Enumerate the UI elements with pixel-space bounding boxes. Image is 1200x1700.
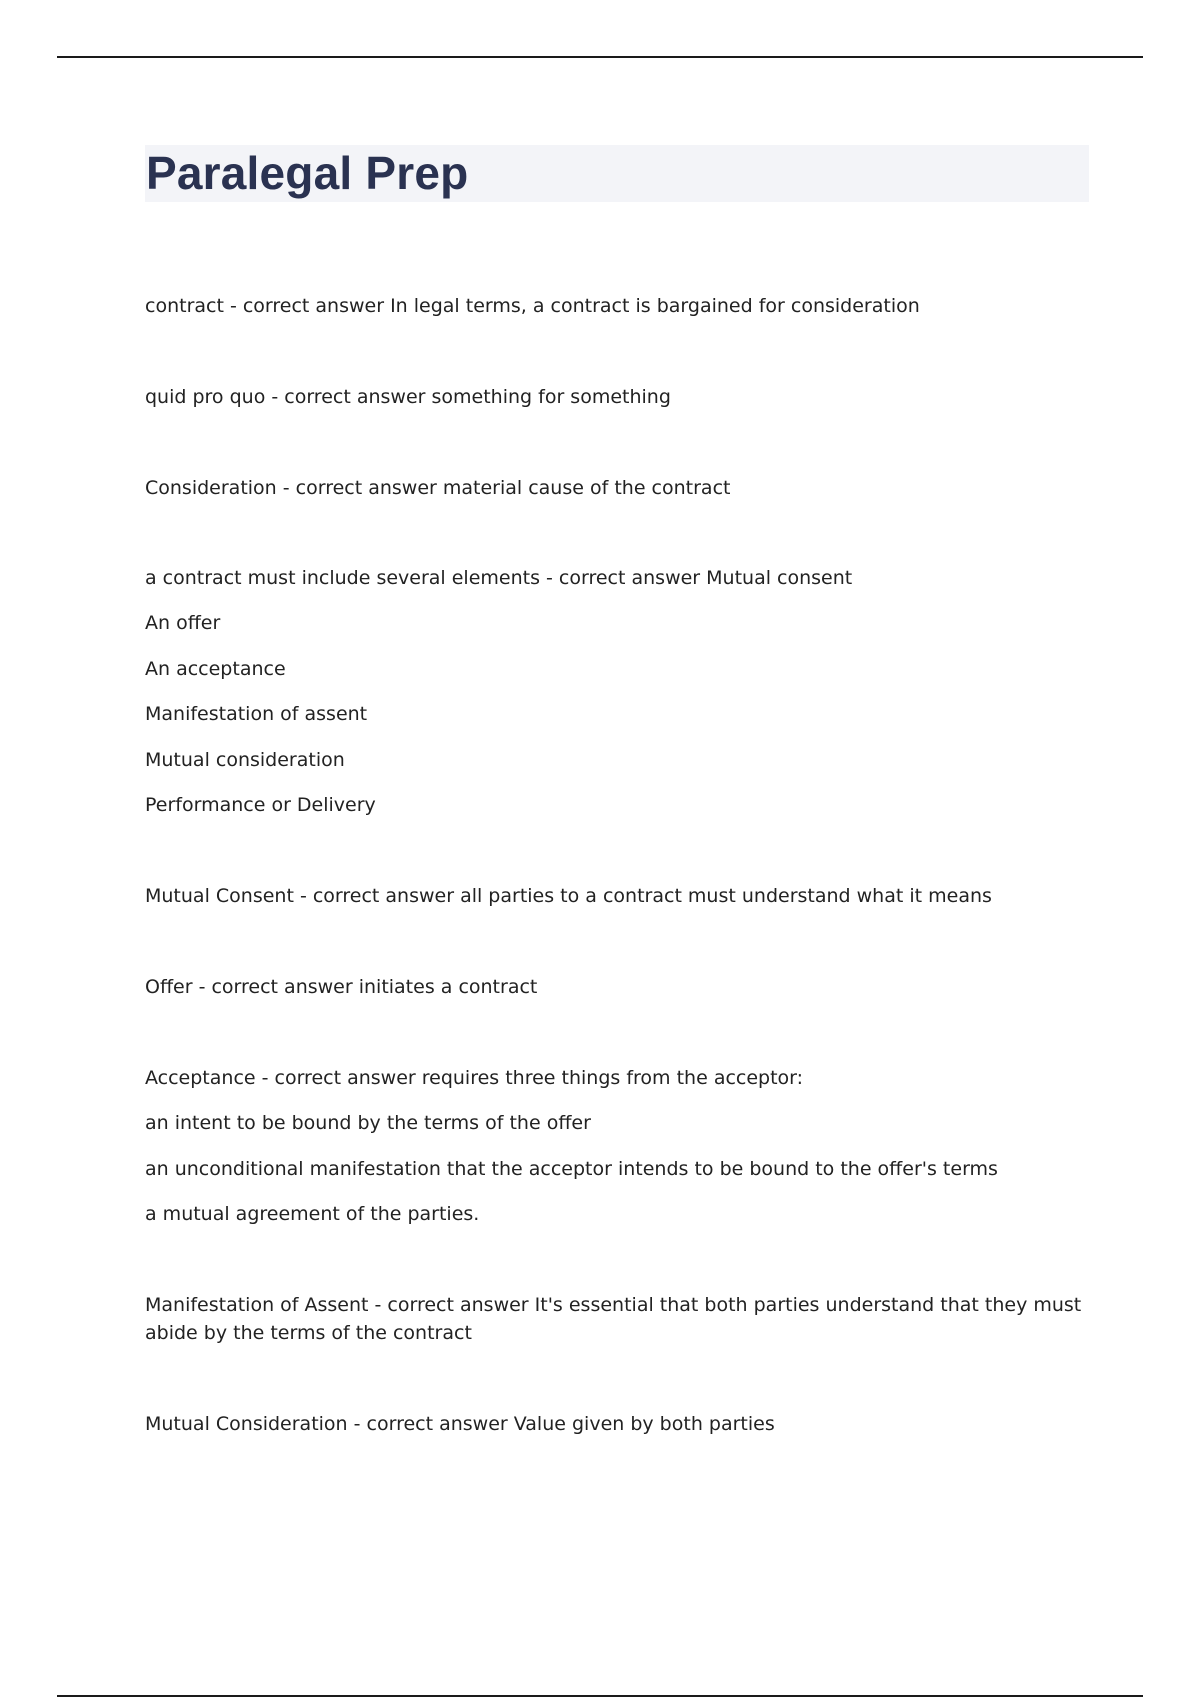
term-line: contract - correct answer In legal terms, a contract is bargained for consideration [145,295,920,317]
list-item: a mutual agreement of the parties. [145,1203,480,1225]
list-item: Manifestation of assent [145,703,368,725]
bottom-rule [57,1695,1143,1697]
list-item: Performance or Delivery [145,794,376,816]
term-line: Mutual Consideration - correct answer Value given by both parties [145,1413,775,1435]
list-item: an unconditional manifestation that the acceptor intends to be bound to the offer's terms [145,1158,998,1180]
term-line: Consideration - correct answer material cause of the contract [145,477,731,499]
document-title: Paralegal Prep [146,147,469,199]
list-item: Mutual consideration [145,749,345,771]
term-line: Mutual Consent - correct answer all parties to a contract must understand what it means [145,885,992,907]
top-rule [57,56,1143,58]
term-line: Acceptance - correct answer requires three things from the acceptor: [145,1067,804,1089]
list-item: an intent to be bound by the terms of the offer [145,1112,591,1134]
list-item: An acceptance [145,658,286,680]
term-line: Offer - correct answer initiates a contract [145,976,538,998]
term-line: a contract must include several elements - correct answer Mutual consent [145,567,853,589]
term-line: Manifestation of Assent - correct answer It's essential that both parties understand that they must abide by the terms of the contract [145,1294,1082,1344]
term-line: quid pro quo - correct answer something for something [145,386,671,408]
list-item: An offer [145,612,221,634]
